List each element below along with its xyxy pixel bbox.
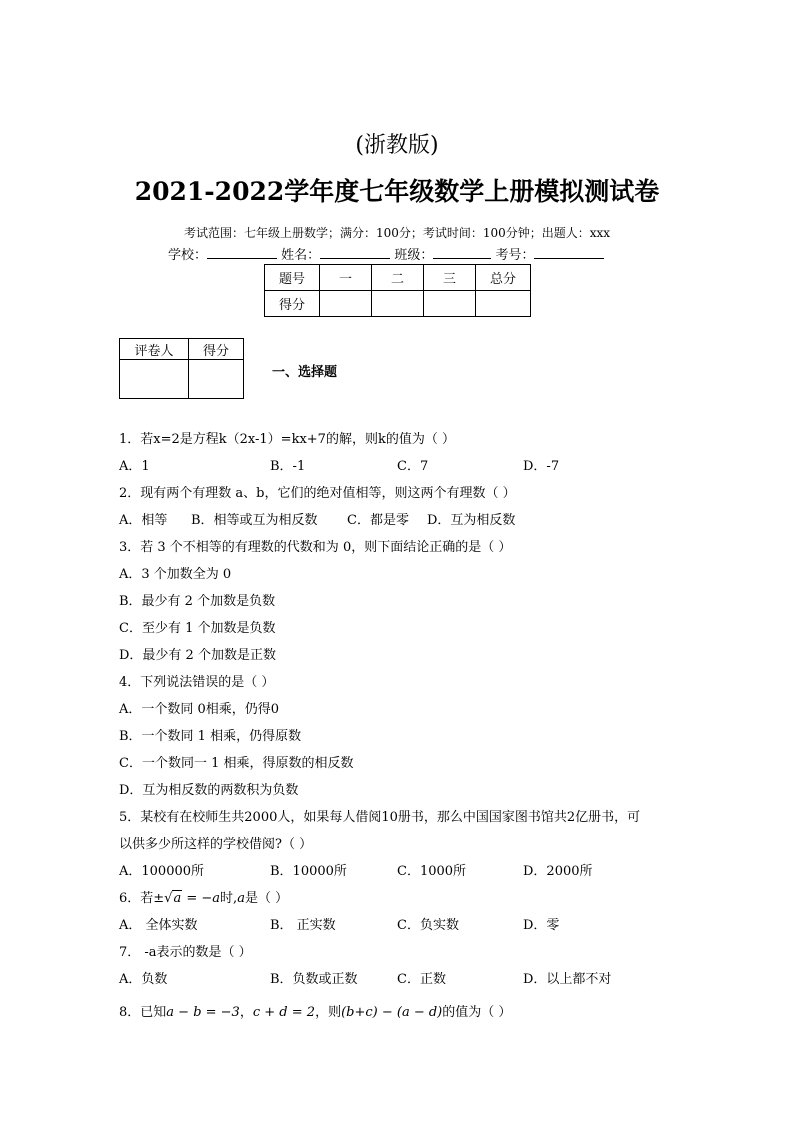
student-info-fields (168, 244, 604, 263)
option[interactable]: C．1000所 (397, 864, 467, 879)
question-8-expression-1: a − b = −3 (166, 1005, 240, 1020)
question-6 (119, 887, 288, 906)
option[interactable]: B．一个数同 1 相乘，仍得原数 (119, 729, 302, 744)
option[interactable]: B． 正实数 (270, 918, 336, 933)
question-8-prefix: 8．已知 (119, 1005, 167, 1020)
class-label: 班级： (394, 248, 434, 263)
edition-label: (浙教版) (355, 133, 439, 158)
option[interactable]: B．10000所 (270, 864, 347, 879)
question-6-suffix: 是（ ） (244, 891, 289, 906)
exam-number-blank[interactable] (534, 246, 604, 259)
question-4: 4．下列说法错误的是（ ） (119, 675, 275, 690)
score-header-cell: 三 (424, 265, 476, 291)
question-5-options (119, 860, 593, 879)
question-7: 7． -a表示的数是（ ） (119, 945, 252, 960)
score-cell[interactable] (476, 291, 531, 317)
score-header-cell: 题号 (265, 265, 320, 291)
option[interactable]: A．相等 (119, 513, 168, 528)
school-blank[interactable] (207, 246, 277, 259)
sqrt-radicand: a (173, 891, 182, 906)
grader-header-cell: 得分 (189, 339, 244, 360)
option[interactable]: C．负实数 (397, 918, 459, 933)
grader-cell[interactable] (189, 360, 244, 399)
question-8-separator: ，则 (315, 1005, 342, 1020)
option[interactable]: A．100000所 (119, 864, 205, 879)
option[interactable]: C．一个数同一 1 相乘，得原数的相反数 (119, 756, 354, 771)
option[interactable]: D．互为相反数的两数积为负数 (119, 783, 299, 798)
name-label: 姓名： (281, 248, 321, 263)
question-8-expression-3: (b+c) − (a − d) (341, 1005, 443, 1020)
option[interactable]: C．至少有 1 个加数是负数 (119, 621, 276, 636)
score-cell[interactable] (320, 291, 372, 317)
question-3: 3．若 3 个不相等的有理数的代数和为 0，则下面结论正确的是（ ） (119, 540, 512, 555)
option[interactable]: B．相等或互为相反数 (191, 513, 318, 528)
score-cell[interactable] (372, 291, 424, 317)
option[interactable]: A．3 个加数全为 0 (119, 567, 232, 582)
question-2: 2．现有两个有理数 a、b，它们的绝对值相等，则这两个有理数（ ） (119, 486, 516, 501)
score-header-cell: 二 (372, 265, 424, 291)
grader-header-cell: 评卷人 (120, 339, 189, 360)
sqrt-symbol: √ (164, 891, 173, 906)
option[interactable]: D．-7 (523, 459, 560, 474)
question-1: 1．若x=2是方程k（2x-1）=kx+7的解，则k的值为（ ） (119, 432, 455, 447)
option[interactable]: A．一个数同 0相乘，仍得0 (119, 702, 280, 717)
section-heading: 一、选择题 (272, 365, 338, 380)
option[interactable]: C．正数 (397, 972, 446, 987)
exam-title: 2021-2022学年度七年级数学上册模拟测试卷 (134, 177, 660, 206)
option[interactable]: B．最少有 2 个加数是负数 (119, 594, 276, 609)
option[interactable]: B．-1 (270, 459, 306, 474)
school-label: 学校： (168, 248, 208, 263)
class-blank[interactable] (433, 246, 491, 259)
question-2-options (119, 509, 515, 528)
score-row-label: 得分 (265, 291, 320, 317)
score-table (264, 264, 531, 317)
question-6-options (119, 914, 559, 933)
score-header-cell: 一 (320, 265, 372, 291)
option[interactable]: D．互为相反数 (427, 513, 516, 528)
name-blank[interactable] (320, 246, 390, 259)
exam-number-label: 考号： (495, 248, 535, 263)
option[interactable]: A．负数 (119, 972, 168, 987)
option[interactable]: D．零 (523, 918, 560, 933)
question-6-variable: a (237, 891, 245, 906)
question-5-continued: 以供多少所这样的学校借阅?（ ） (119, 837, 313, 852)
question-5: 5．某校有在校师生共2000人，如果每人借阅10册书，那么中国国家图书馆共2亿册书，可 (119, 810, 641, 825)
question-6-prefix: 6．若± (119, 891, 165, 906)
grader-cell[interactable] (120, 360, 189, 399)
option[interactable]: D．最少有 2 个加数是正数 (119, 648, 276, 663)
exam-meta: 考试范围：七年级上册数学；满分：100分；考试时间：100分钟；出题人：xxx (183, 226, 611, 240)
option[interactable]: A． 全体实数 (119, 918, 198, 933)
option[interactable]: C．都是零 (347, 513, 409, 528)
option[interactable]: A．1 (119, 459, 150, 474)
question-7-options (119, 968, 611, 987)
question-6-expression: = −a (182, 891, 221, 906)
question-8-suffix: 的值为（ ） (442, 1005, 512, 1020)
score-header-cell: 总分 (476, 265, 531, 291)
question-8-expression-2: c + d = 2 (252, 1005, 316, 1020)
option[interactable]: C．7 (397, 459, 429, 474)
option[interactable]: D．2000所 (523, 864, 593, 879)
question-1-options (119, 455, 559, 474)
option[interactable]: B．负数或正数 (270, 972, 358, 987)
grader-table (119, 338, 244, 399)
question-8 (119, 1001, 511, 1020)
option[interactable]: D．以上都不对 (523, 972, 612, 987)
question-6-when: 时, (220, 891, 238, 906)
question-8-separator: ， (239, 1005, 253, 1020)
score-cell[interactable] (424, 291, 476, 317)
